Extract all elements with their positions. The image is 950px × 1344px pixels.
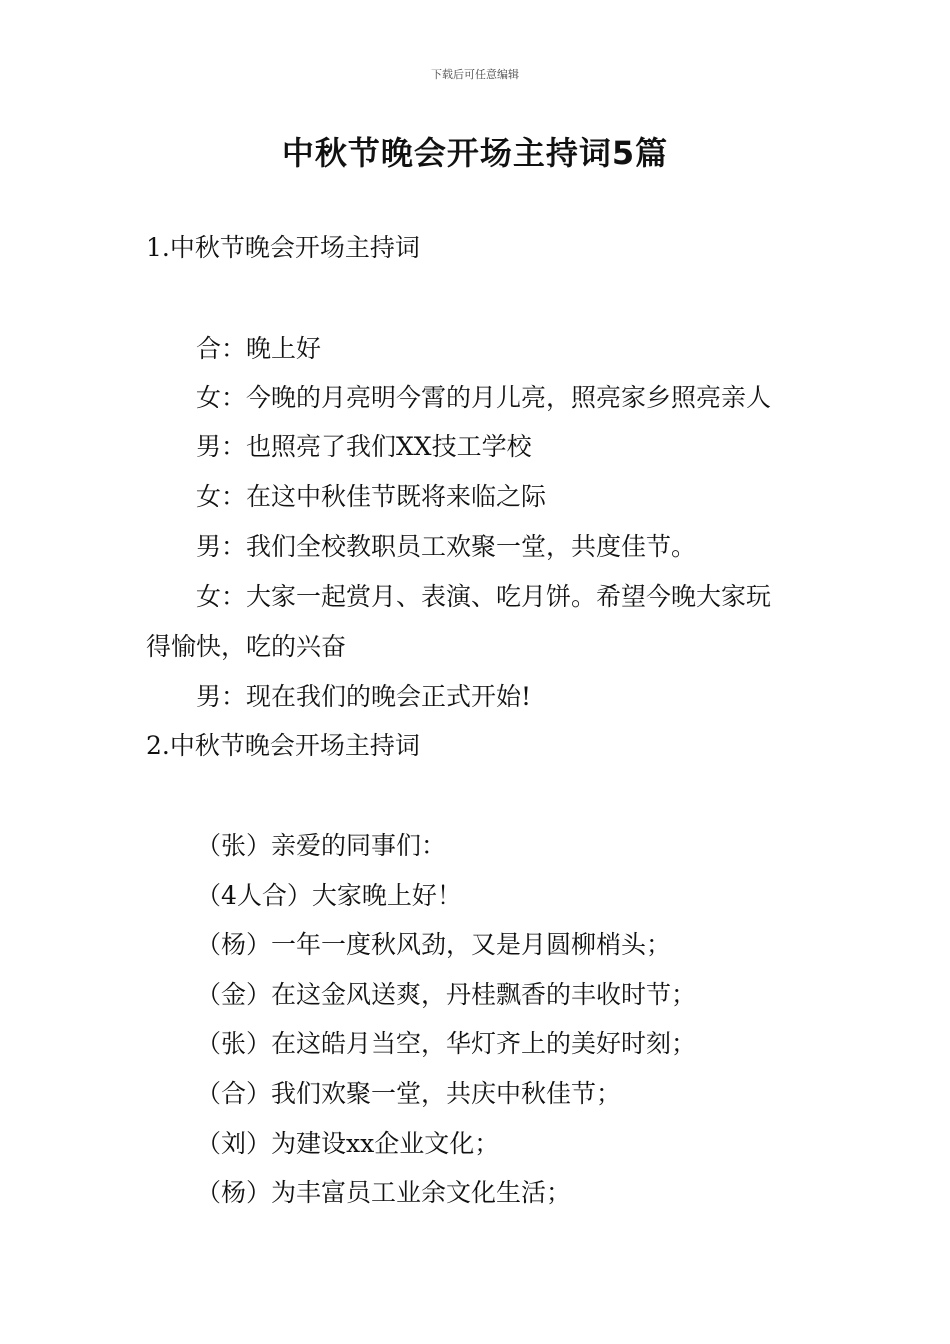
body-line: 男：现在我们的晚会正式开始! <box>196 682 532 711</box>
body-line: （刘）为建设xx企业文化； <box>196 1129 500 1158</box>
body-line: 女：在这中秋佳节既将来临之际 <box>196 482 547 511</box>
header-note: 下载后可任意编辑 <box>431 68 519 81</box>
page-title: 中秋节晚会开场主持词5篇 <box>281 134 669 172</box>
body-line: （张）在这皓月当空，华灯齐上的美好时刻； <box>196 1029 697 1058</box>
section-heading: 1.中秋节晚会开场主持词 <box>146 233 420 262</box>
body-line: （合）我们欢聚一堂，共庆中秋佳节； <box>196 1079 622 1108</box>
body-line: （4人合）大家晚上好！ <box>196 881 462 910</box>
body-line: （杨）一年一度秋风劲，又是月圆柳梢头； <box>196 930 672 959</box>
section-heading: 2.中秋节晚会开场主持词 <box>146 731 420 760</box>
body-line: （杨）为丰富员工业余文化生活； <box>196 1178 572 1207</box>
body-line: 男：我们全校教职员工欢聚一堂，共度佳节。 <box>196 532 697 561</box>
body-line: 男：也照亮了我们XX技工学校 <box>196 432 532 461</box>
body-line: （张）亲爱的同事们： <box>196 831 447 860</box>
body-line: 女：大家一起赏月、表演、吃月饼。希望今晚大家玩 <box>196 582 772 611</box>
body-line: 合：晚上好 <box>196 334 322 363</box>
body-line-continuation: 得愉快，吃的兴奋 <box>146 632 347 661</box>
body-line: （金）在这金风送爽，丹桂飘香的丰收时节； <box>196 980 697 1009</box>
body-line: 女：今晚的月亮明今霄的月儿亮，照亮家乡照亮亲人 <box>196 383 772 412</box>
